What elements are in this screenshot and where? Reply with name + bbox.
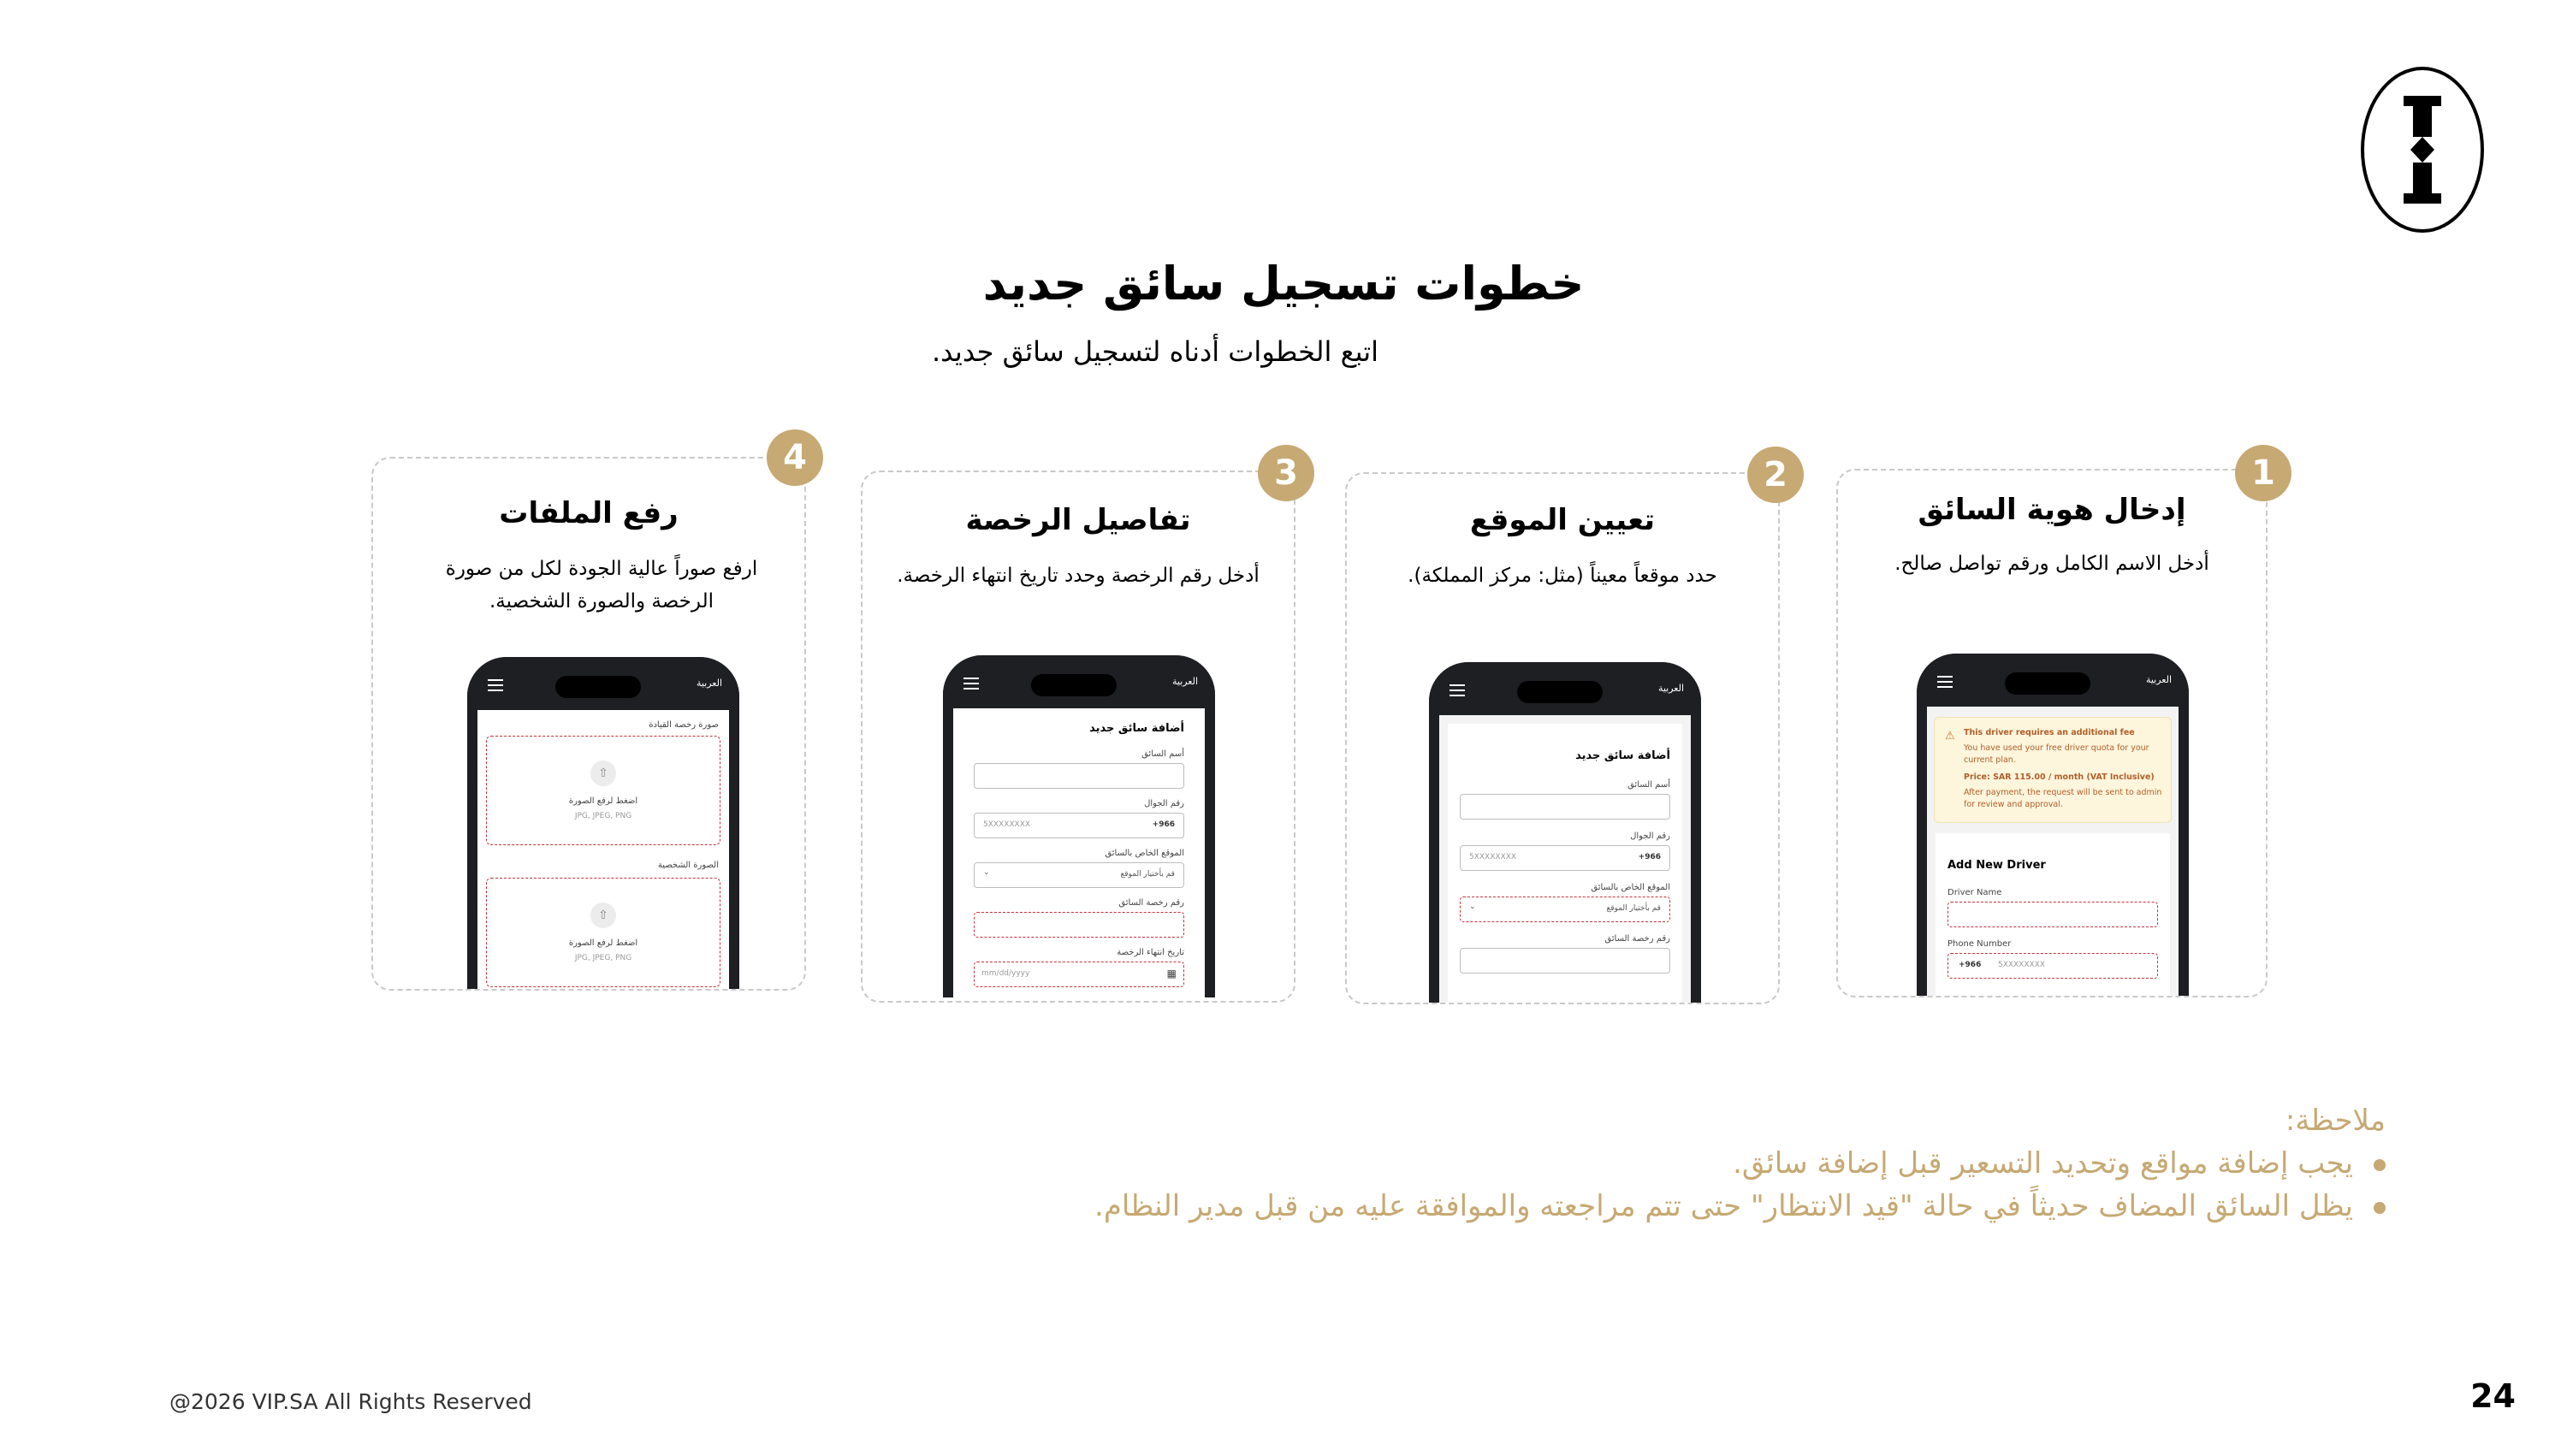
app-brand: العربية (1171, 676, 1198, 687)
step-1-title: إدخال هوية السائق (1918, 493, 2186, 527)
location-select[interactable]: ⌄ قم بأختيار الموقع (1460, 897, 1670, 922)
warning-icon: ⚠ (1945, 730, 1955, 743)
personal-photo-upload[interactable]: ⇧ اضغط لرفع الصورة JPG, JPEG, PNG (486, 878, 720, 987)
step-card-1 (1836, 469, 2268, 997)
chevron-down-icon: ⌄ (1469, 903, 1476, 911)
phone-notch (555, 676, 641, 698)
phone-notch (1031, 674, 1117, 696)
phone-number-input[interactable]: 5XXXXXXXX +966 (974, 813, 1184, 838)
driver-name-input[interactable] (974, 763, 1184, 789)
upload-icon: ⇧ (590, 761, 616, 786)
calendar-icon[interactable]: ▦ (1166, 968, 1177, 980)
phone-notch (1517, 681, 1603, 703)
license-photo-upload[interactable]: ⇧ اضغط لرفع الصورة JPG, JPEG, PNG (486, 736, 720, 845)
location-select[interactable]: ⌄ قم بأختيار الموقع (974, 862, 1184, 888)
step-3-description: أدخل رقم الرخصة وحدد تاريخ انتهاء الرخصة. (897, 565, 1260, 587)
app-brand: العربية (1657, 683, 1684, 694)
upload-icon: ⇧ (590, 903, 616, 928)
step-4-phone-mockup: العربية صورة رخصة القيادة ⇧ اضغط لرفع الصورة JPG, JPEG, PNG الصورة الشخصية ⇧ اضغط لرفع الصورة JPG, JPEG, PNG (467, 657, 739, 991)
phone-number-input[interactable]: 5XXXXXXXX +966 (1460, 845, 1670, 871)
step-2-phone-mockup: العربية أضافة سائق جديد أسم السائق رقم الجوال 5XXXXXXXX +966 الموقع الخاص بالسائق ⌄ قم بأختيار الموقع رقم رخصة السائق (1429, 662, 1701, 1004)
form-title: أضافة سائق جديد (1089, 722, 1184, 735)
menu-icon[interactable] (963, 678, 979, 690)
note-title: ملاحظة: (2285, 1104, 2386, 1138)
step-3-phone-mockup: العربية أضافة سائق جديد أسم السائق رقم الجوال 5XXXXXXXX +966 الموقع الخاص بالسائق ⌄ قم بأختيار الموقع رقم رخصة السائق تاريخ انتهاء الرخصة mm/dd/yyyy ▦ (943, 655, 1215, 997)
step-3-title: تفاصيل الرخصة (965, 503, 1191, 537)
step-1-badge: 1 (2235, 445, 2291, 501)
step-3-badge: 3 (1258, 445, 1314, 501)
step-card-3 (861, 471, 1295, 1003)
step-4-description: ارفع صوراً عالية الجودة لكل من صورة الرخصة والصورة الشخصية. (445, 558, 758, 613)
step-2-description: حدد موقعاً معيناً (مثل: مركز المملكة). (1408, 565, 1717, 587)
phone-number-input[interactable]: +966 5XXXXXXXX (1947, 953, 2158, 979)
note-item-1: يجب إضافة مواقع وتحديد التسعير قبل إضافة سائق. (1733, 1146, 2386, 1181)
step-2-title: تعيين الموقع (1469, 503, 1656, 537)
step-card-2 (1345, 472, 1780, 1004)
step-1-phone-mockup: العربية ⚠ This driver requires an additional fee You have used your free driver quota for your current plan. Price: SAR 115.00 / month (VAT Inclusive) After payment, the request will be sent to admin for review and approval. Add New Driver Driver Name Phone Number +966 5XXXXXXXX (1917, 654, 2189, 996)
page-number: 24 (2470, 1377, 2516, 1415)
form-title: أضافة سائق جديد (1575, 749, 1670, 762)
driver-name-input[interactable] (1460, 794, 1670, 820)
chevron-down-icon: ⌄ (983, 868, 990, 877)
menu-icon[interactable] (488, 679, 503, 691)
page-title: خطوات تسجيل سائق جديد (982, 257, 1585, 311)
vip-logo-icon (2359, 65, 2486, 234)
fee-warning: ⚠ This driver requires an additional fee You have used your free driver quota for your current plan. Price: SAR 115.00 / month (VAT Inclusive) After payment, the request will be sent to admin for review and approval. (1934, 717, 2172, 823)
note-item-2: يظل السائق المضاف حديثاً في حالة "قيد الانتظار" حتى تتم مراجعته والموافقة عليه من قبل مدير النظام. (1094, 1189, 2386, 1223)
app-brand: العربية (2145, 674, 2172, 685)
step-1-description: أدخل الاسم الكامل ورقم تواصل صالح. (1894, 553, 2209, 575)
step-2-badge: 2 (1747, 447, 1804, 503)
step-4-title: رفع الملفات (499, 496, 679, 530)
step-card-4 (371, 457, 806, 991)
step-4-badge: 4 (767, 429, 823, 486)
form-title: Add New Driver (1947, 859, 2046, 872)
phone-notch (2005, 672, 2090, 695)
menu-icon[interactable] (1937, 676, 1953, 688)
bullet-icon (2374, 1202, 2386, 1214)
app-brand: العربية (696, 678, 722, 689)
bullet-icon (2374, 1159, 2386, 1171)
license-number-input[interactable] (974, 912, 1184, 938)
driver-name-input[interactable] (1947, 902, 2158, 927)
menu-icon[interactable] (1449, 684, 1465, 696)
vip-logo (2359, 65, 2486, 234)
copyright: @2026 VIP.SA All Rights Reserved (169, 1389, 532, 1414)
license-number-input[interactable] (1460, 948, 1670, 974)
license-expiry-date-input[interactable]: mm/dd/yyyy ▦ (974, 962, 1184, 987)
page-subtitle: اتبع الخطوات أدناه لتسجيل سائق جديد. (931, 335, 1379, 368)
